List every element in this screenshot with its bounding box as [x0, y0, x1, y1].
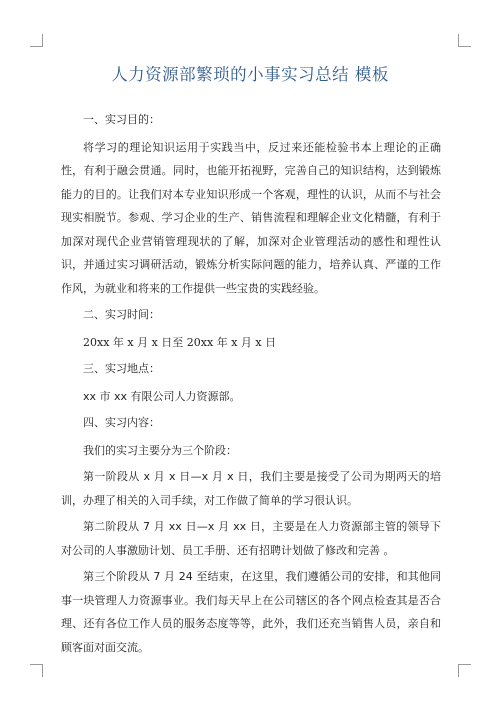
- crop-mark-top-right: [458, 34, 471, 47]
- paragraph-stage-three: 第三个阶段从 7 月 24 至结束，在这里，我们遵循公司的安排，和其他同事一块管理人力资源事业。我们每天早上在公司辖区的各个网点检查其是否合理、还有各位工作人员的服务态度等等，此外，我们还充当销售人员，亲自和顾客面对面交流。: [61, 570, 441, 654]
- document-title: 人力资源部繁琐的小事实习总结 模板: [111, 65, 389, 84]
- document-body: [61, 108, 441, 662]
- section-heading-location: 三、实习地点：: [83, 362, 160, 375]
- crop-mark-top-left: [30, 34, 43, 47]
- paragraph-stage-two: 第二阶段从 7 月 xx 日—x 月 xx 日，主要是在人力资源部主管的领导下对公司的人事激励计划、员工手册、还有招聘计划做了修改和完善 。: [61, 520, 441, 557]
- section-heading-content: 四、实习内容：: [83, 416, 160, 429]
- section-heading-purpose: 一、实习目的：: [83, 113, 160, 126]
- paragraph-location: xx 市 xx 有限公司人力资源部。: [83, 389, 241, 403]
- crop-mark-bottom-left: [30, 664, 43, 677]
- paragraph-stage-one: 第一阶段从 x 月 x 日—x 月 x 日，我们主要是接受了公司为期两天的培训，办理了相关的入司手续，对工作做了简单的学习很认识。: [61, 470, 441, 507]
- crop-mark-bottom-right: [458, 664, 471, 677]
- section-heading-time: 二、实习时间：: [83, 308, 160, 321]
- paragraph-content-intro: 我们的实习主要分为三个阶段：: [83, 443, 237, 457]
- paragraph-time: 20xx 年 x 月 x 日至 20xx 年 x 月 x 日: [83, 335, 277, 349]
- paragraph-purpose: 将学习的理论知识运用于实践当中，反过来还能检验书本上理论的正确性，有利于融会贯通。同时，也能开拓视野，完善自己的知识结构，达到锻炼能力的目的。让我们对本专业知识形成一个客观，理性的认识，从而不与社会现实相脱节。参观、学习企业的生产、销售流程和理解企业文化精髓，有利于加深对现代企业营销管理现状的了解，加深对企业管理活动的感性和理性认识，并通过实习调研活动，锻炼分析实际问题的能力，培养认真、严谨的工作作风，为就业和将来的工作提供一些宝贵的实践经验。: [61, 140, 441, 295]
